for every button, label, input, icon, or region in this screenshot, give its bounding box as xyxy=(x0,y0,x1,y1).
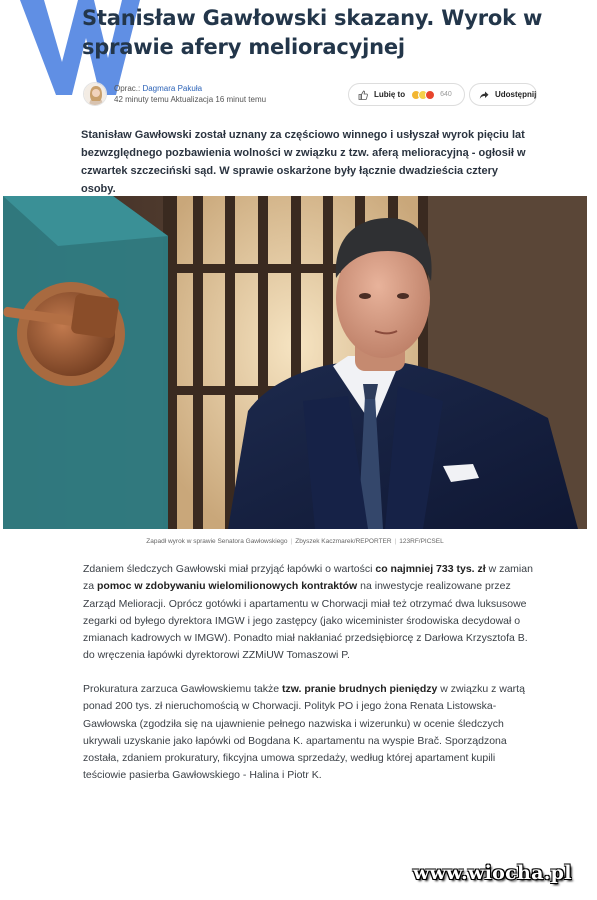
reaction-icons xyxy=(414,90,435,100)
highlight-money-laundering: tzw. pranie brudnych pieniędzy xyxy=(282,683,438,695)
article-lead: Stanisław Gawłowski został uznany za częściowo winnego i usłyszał wyrok pięciu lat bezwzględnego pozbawienia wolności w związku z tzw. aferą melioracyjną - ogłosił w czwartek szczeciński sąd. W sprawie oskarżone były łącznie dwadzieścia cztery osoby. xyxy=(81,129,526,195)
photo-credit-2: 123RF/PICSEL xyxy=(399,538,444,545)
like-button[interactable] xyxy=(348,83,465,106)
author-link[interactable]: Dagmara Pakuła xyxy=(142,84,203,93)
article-photo[interactable] xyxy=(3,196,587,529)
caption-text: Zapadł wyrok w sprawie Senatora Gawłowskiego xyxy=(146,538,288,545)
highlight-contracts: pomoc w zdobywaniu wielomilionowych kontraktów xyxy=(97,580,358,593)
photo-caption: Zapadł wyrok w sprawie Senatora Gawłowskiego | Zbyszek Kaczmarek/REPORTER | 123RF/PICSEL xyxy=(146,538,444,545)
byline-prefix: Oprac.: xyxy=(114,84,143,93)
article-paragraph-1: Zdaniem śledczych Gawłowski miał przyjąć łapówki o wartości co najmniej 733 tys. zł w zamian za pomoc w zdobywaniu wielomilionowych kontraktów na inwestycje realizowane przez Zarząd Melioracji. Oprócz gotówki i apartamentu w Chorwacji miał też otrzymać dwa luksusowe zegarki od byłego dyrektora IMGW i jego zastępcy (jako wiceminister środowiska decydował o zmianach kadrowych w IMGW). Ponadto miał nakłaniać przedsiębiorcę z Darłowa Krzysztofa B. do wręczenia łapówki dyrektorowi ZZMiUW Tomaszowi P. xyxy=(83,563,533,662)
highlight-amount: co najmniej 733 tys. zł xyxy=(375,563,486,575)
author-avatar[interactable] xyxy=(83,82,107,106)
reaction-count: 640 xyxy=(440,91,452,98)
article-byline xyxy=(83,80,266,108)
photo-credit-1: Zbyszek Kaczmarek/REPORTER xyxy=(295,538,392,545)
publish-time: 42 minuty temu Aktualizacja 16 minut temu xyxy=(114,95,267,104)
site-watermark: www.wiocha.pl xyxy=(413,862,572,884)
article-paragraph-2: Prokuratura zarzuca Gawłowskiemu także tzw. pranie brudnych pieniędzy w związku z wartą ponad 200 tys. zł nieruchomością w Chorwacji. Polityk PO i jego żona Renata Listowska-Gawłowska (zgodziła się na ujawnienie pełnego nazwiska i wizerunku) w ocenie śledczych ukrywali uzyskanie jako łapówki od Bogdana K. apartamentu na wyspie Brač. Sporządzona została, zdaniem prokuratury, fikcyjna umowa sprzedaży, według której apartament kupili teściowie pasierba Gawłowskiego - Halina i Piotr K. xyxy=(83,683,525,782)
like-label: Lubię to xyxy=(374,90,406,99)
thumbs-up-icon xyxy=(358,90,368,100)
share-arrow-icon xyxy=(479,90,489,100)
article-headline: Stanisław Gawłowski skazany. Wyrok w sprawie afery melioracyjnej xyxy=(82,6,543,59)
share-button[interactable] xyxy=(469,83,537,106)
share-label: Udostępnij xyxy=(495,90,537,99)
reaction-heart-icon xyxy=(425,90,435,100)
